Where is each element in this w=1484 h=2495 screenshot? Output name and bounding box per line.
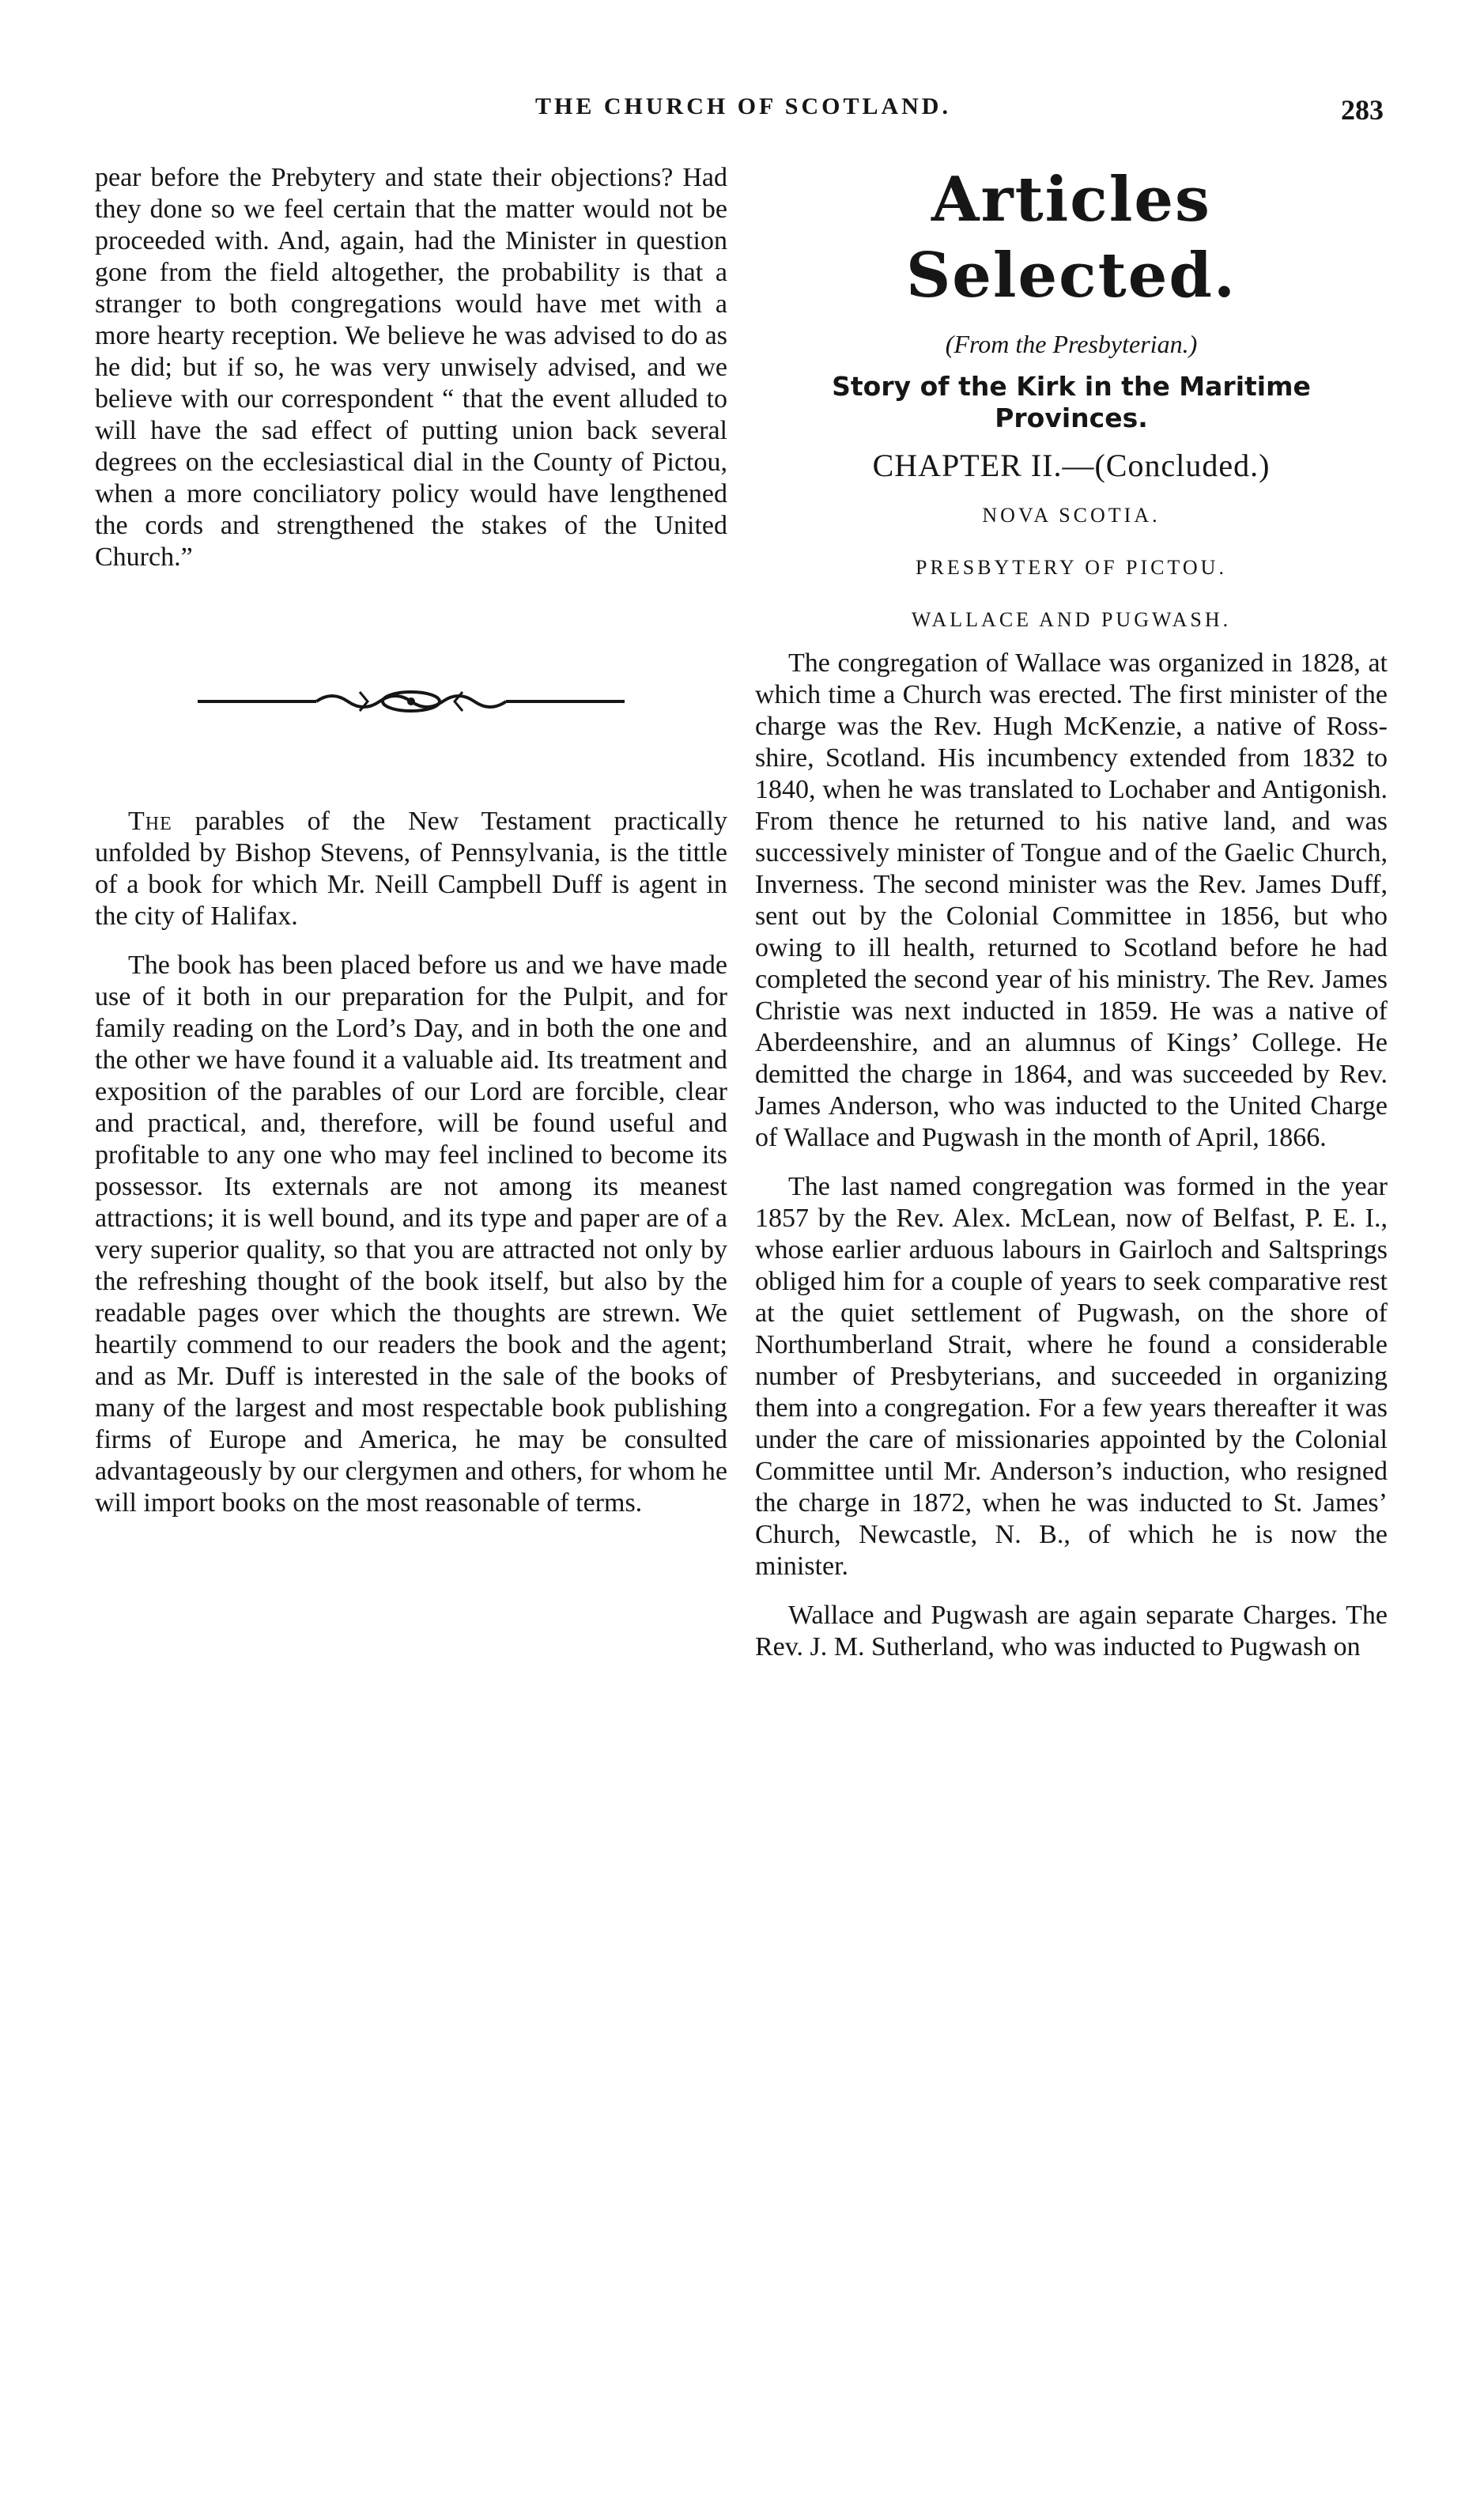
running-head: THE CHURCH OF SCOTLAND. <box>535 93 951 119</box>
page-number: 283 <box>1341 94 1384 126</box>
review-paragraph-1-text: parables of the New Testament practically unfolded by Bishop Stevens, of Pennsylvania, is the tittle of a book for which Mr. Neill Campbell Duff is agent in the city of Halifax. <box>95 807 727 931</box>
article-title: Story of the Kirk in the Maritime Provinces. <box>832 371 1311 433</box>
review-lead-word: The <box>128 807 172 836</box>
section-title: Articles Selected. <box>905 164 1237 312</box>
article-paragraph-3: Wallace and Pugwash are again separate Charges. The Rev. J. M. Sutherland, who was inducted to Pugwash on <box>755 1601 1388 1661</box>
right-column <box>755 162 1388 1663</box>
source-note: (From the Presbyterian.) <box>945 330 1198 358</box>
continued-paragraph: pear before the Prebytery and state their objections? Had they done so we feel certain that the matter would not be proceeded with. And, again, had the Minister in question gone from the field altogether, the probability is that a stranger to both congregations would have met with a more hearty reception. We believe he was advised to do as he did; but if so, he was very unwisely advised, and we believe with our correspondent “ that the event alluded to will have the sad effect of putting union back several degrees on the ecclesiastical dial in the County of Pictou, when a more conciliatory policy would have lengthened the cords and strengthened the stakes of the United Church.” <box>95 163 727 572</box>
article-paragraph-1: The congregation of Wallace was organized in 1828, at which time a Church was erected. The first minister of the charge was the Rev. Hugh McKenzie, a native of Ross-shire, Scotland. His incumbency extended from 1832 to 1840, when he was translated to Lochaber and Antigonish. From thence he returned to his native land, and was successively minister of Tongue and of the Gaelic Church, Inverness. The second minister was the Rev. James Duff, sent out by the Colonial Committee in 1856, but who owing to ill health, returned to Scotland before he had completed the second year of his ministry. The Rev. James Christie was next inducted in 1859. He was a native of Aberdeenshire, and an alumnus of Kings’ College. He demitted the charge in 1864, and was succeeded by Rev. James Anderson, who was inducted to the United Charge of Wallace and Pugwash in the month of April, 1866. <box>755 648 1388 1152</box>
page-header <box>95 93 1391 141</box>
book-review-paragraph-1 <box>95 806 727 932</box>
left-column <box>95 162 727 1519</box>
article-paragraph-2: The last named congregation was formed in the year 1857 by the Rev. Alex. McLean, now of Belfast, P. E. I., whose earlier arduous labours in Gairloch and Saltsprings obliged him for a couple of years to seek comparative rest at the quiet settlement of Pugwash, on the shore of Northumberland Strait, where he found a considerable number of Presbyterians, and succeeded in organizing them into a congregation. For a few years thereafter it was under the care of missionaries appointed by the Colonial Committee until Mr. Anderson’s induction, who resigned the charge in 1872, when he was inducted to St. James’ Church, Newcastle, N. B., of which he is now the minister. <box>755 1172 1388 1581</box>
charge-heading: WALLACE AND PUGWASH. <box>911 608 1232 631</box>
presbytery-heading: PRESBYTERY OF PICTOU. <box>916 556 1227 579</box>
book-review-paragraph-2: The book has been placed before us and we have made use of it both in our preparation for the Pulpit, and for family reading on the Lord’s Day, and in both the one and the other we have found it a valuable aid. Its treatment and exposition of the parables of our Lord are forcible, clear and practical, and, therefore, will be found useful and profitable to any one who may feel inclined to become its possessor. Its externals are not among its meanest attractions; it is well bound, and its type and paper are of a very superior quality, so that you are attracted not only by the refreshing thought of the book itself, but also by the readable pages over which the thoughts are strewn. We heartily commend to our readers the book and the agent; and as Mr. Duff is interested in the sale of the books of many of the largest and most respectable book publishing firms of Europe and America, he may be consulted advantageously by our clergymen and others, for whom he will import books on the most reasonable of terms. <box>95 951 727 1518</box>
decorative-rule-icon <box>198 686 625 717</box>
chapter-heading: CHAPTER II.—(Concluded.) <box>872 448 1271 483</box>
region-heading: NOVA SCOTIA. <box>982 504 1161 527</box>
